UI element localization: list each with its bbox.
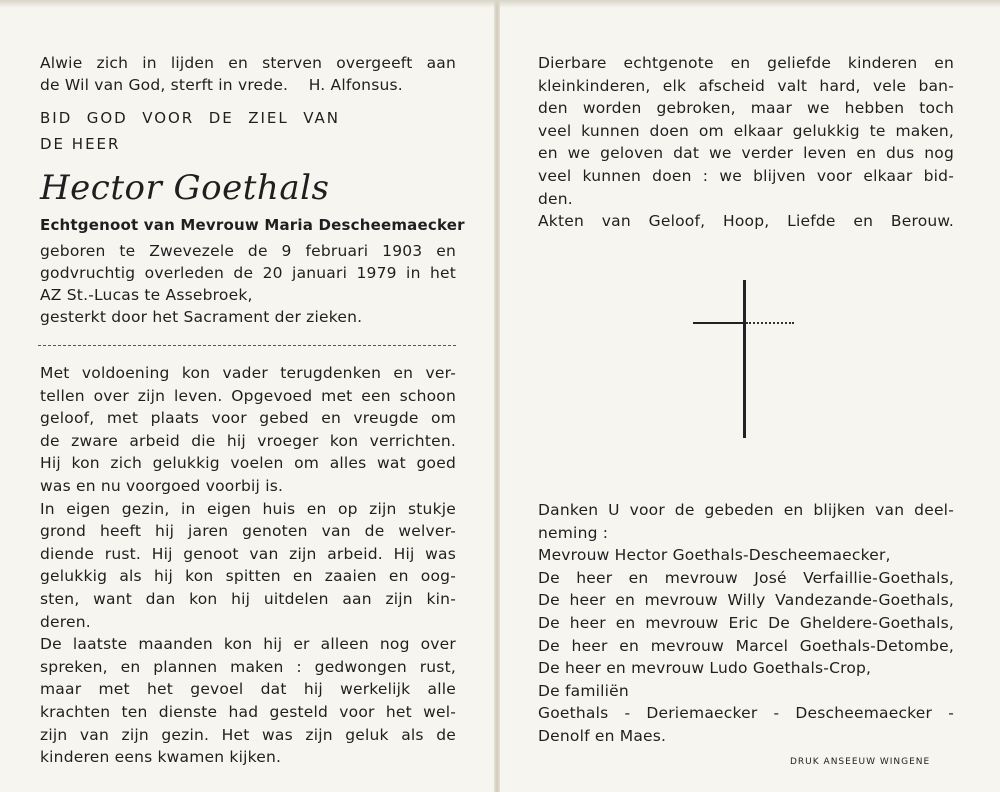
body-text-line: zijn van zijn gezin. Het was zijn geluk als de [40, 725, 456, 744]
thanks-text-line: De heer en mevrouw Ludo Goethals-Crop, [538, 659, 872, 678]
farewell-text-line: veel kunnen doen : we blijven voor elkaar bid- [538, 167, 954, 185]
body-text-line: krachten ten dienste had gesteld voor het wel- [40, 703, 456, 721]
right-page [500, 0, 1000, 792]
quote-line-2: de Wil van God, sterft in vrede. H. Alfonsus. [40, 76, 403, 94]
body-text-line: was en nu voorgoed voorbij is. [40, 477, 284, 495]
thanks-text-line: De heer en mevrouw José Verfaillie-Goethals, [538, 568, 954, 587]
birth-line-1: geboren te Zwevezele de 9 februari 1903 en [40, 242, 456, 260]
farewell-text-line: kleinkinderen, elk afscheid valt hard, vele ban- [538, 76, 954, 95]
body-text-line: deren. [40, 612, 91, 631]
body-text-line: maar met het gevoel dat hij werkelijk alle [40, 680, 456, 699]
farewell-text-line: veel kunnen doen om elkaar gelukkig te maken, [538, 121, 954, 140]
farewell-text-line: Akten van Geloof, Hoop, Liefde en Berouw. [538, 212, 954, 231]
thanks-text-line: Danken U voor de gebeden en blijken van deel- [538, 501, 954, 519]
page-shadow [0, 0, 1000, 8]
deceased-name: Hector Goethals [40, 168, 330, 208]
thanks-text-line: neming : [538, 523, 609, 542]
body-text-line: de zware arbeid die hij vroeger kon verrichten. [40, 431, 456, 450]
body-text-line: kinderen eens kwamen kijken. [40, 748, 282, 767]
cross-horizontal [693, 322, 745, 324]
body-text-line: diende rust. Hij genoot van zijn arbeid. Hij was [40, 544, 456, 563]
farewell-text-line: en we geloven dat we verder leven en dus nog [538, 144, 954, 163]
thanks-text-line: Goethals - Deriemaecker - Descheemaecker - [538, 704, 954, 723]
body-text-line: tellen over zijn leven. Opgevoed met een schoon [40, 386, 456, 405]
thanks-text-line: De familiën [538, 681, 629, 700]
prayer-line-2: DE HEER [40, 135, 121, 153]
thanks-text-line: Mevrouw Hector Goethals-Descheemaecker, [538, 546, 891, 565]
body-text-line: gelukkig als hij kon spitten en zaaien en oog- [40, 567, 456, 586]
body-text-line: Met voldoening kon vader terugdenken en ver- [40, 364, 456, 382]
body-text-line: In eigen gezin, in eigen huis en op zijn stukje [40, 499, 456, 518]
farewell-text-line: den worden gebroken, maar we hebben toch [538, 99, 954, 118]
farewell-text-line: den. [538, 189, 573, 208]
prayer-line-1: BID GOD VOOR DE ZIEL VAN [40, 109, 340, 127]
quote-line-1: Alwie zich in lijden en sterven overgeeft aan [40, 54, 456, 72]
body-text-line: spreken, en plannen maken : gedwongen rust, [40, 657, 456, 676]
thanks-text-line: De heer en mevrouw Eric De Gheldere-Goethals, [538, 614, 954, 632]
birth-line-3: AZ St.-Lucas te Assebroek, [40, 286, 253, 304]
left-page [0, 0, 494, 792]
cross-dotted-arm [746, 322, 794, 324]
farewell-text-line: Dierbare echtgenote en geliefde kinderen en [538, 54, 954, 72]
section-divider [38, 345, 456, 346]
thanks-text-line: De heer en mevrouw Willy Vandezande-Goethals, [538, 591, 954, 610]
thanks-text-line: Denolf en Maes. [538, 727, 667, 745]
birth-line-2: godvruchtig overleden de 20 januari 1979 in het [40, 264, 456, 282]
body-text-line: geloof, met plaats voor gebed en vreugde om [40, 409, 456, 428]
birth-line-4: gesterkt door het Sacrament der zieken. [40, 308, 363, 326]
body-text-line: De laatste maanden kon hij er alleen nog over [40, 635, 456, 654]
printer-imprint: DRUK ANSEEUW WINGENE [790, 757, 931, 767]
body-text-line: grond heeft hij jaren genoten van de welver- [40, 522, 456, 541]
thanks-text-line: De heer en mevrouw Marcel Goethals-Detombe, [538, 636, 954, 655]
spouse-line: Echtgenoot van Mevrouw Maria Descheemaecker [40, 216, 465, 234]
cross-vertical [743, 280, 746, 438]
body-text-line: sten, want dan kon hij uitdelen aan zijn kin- [40, 590, 456, 608]
body-text-line: Hij kon zich gelukkig voelen om alles wat goed [40, 454, 456, 473]
